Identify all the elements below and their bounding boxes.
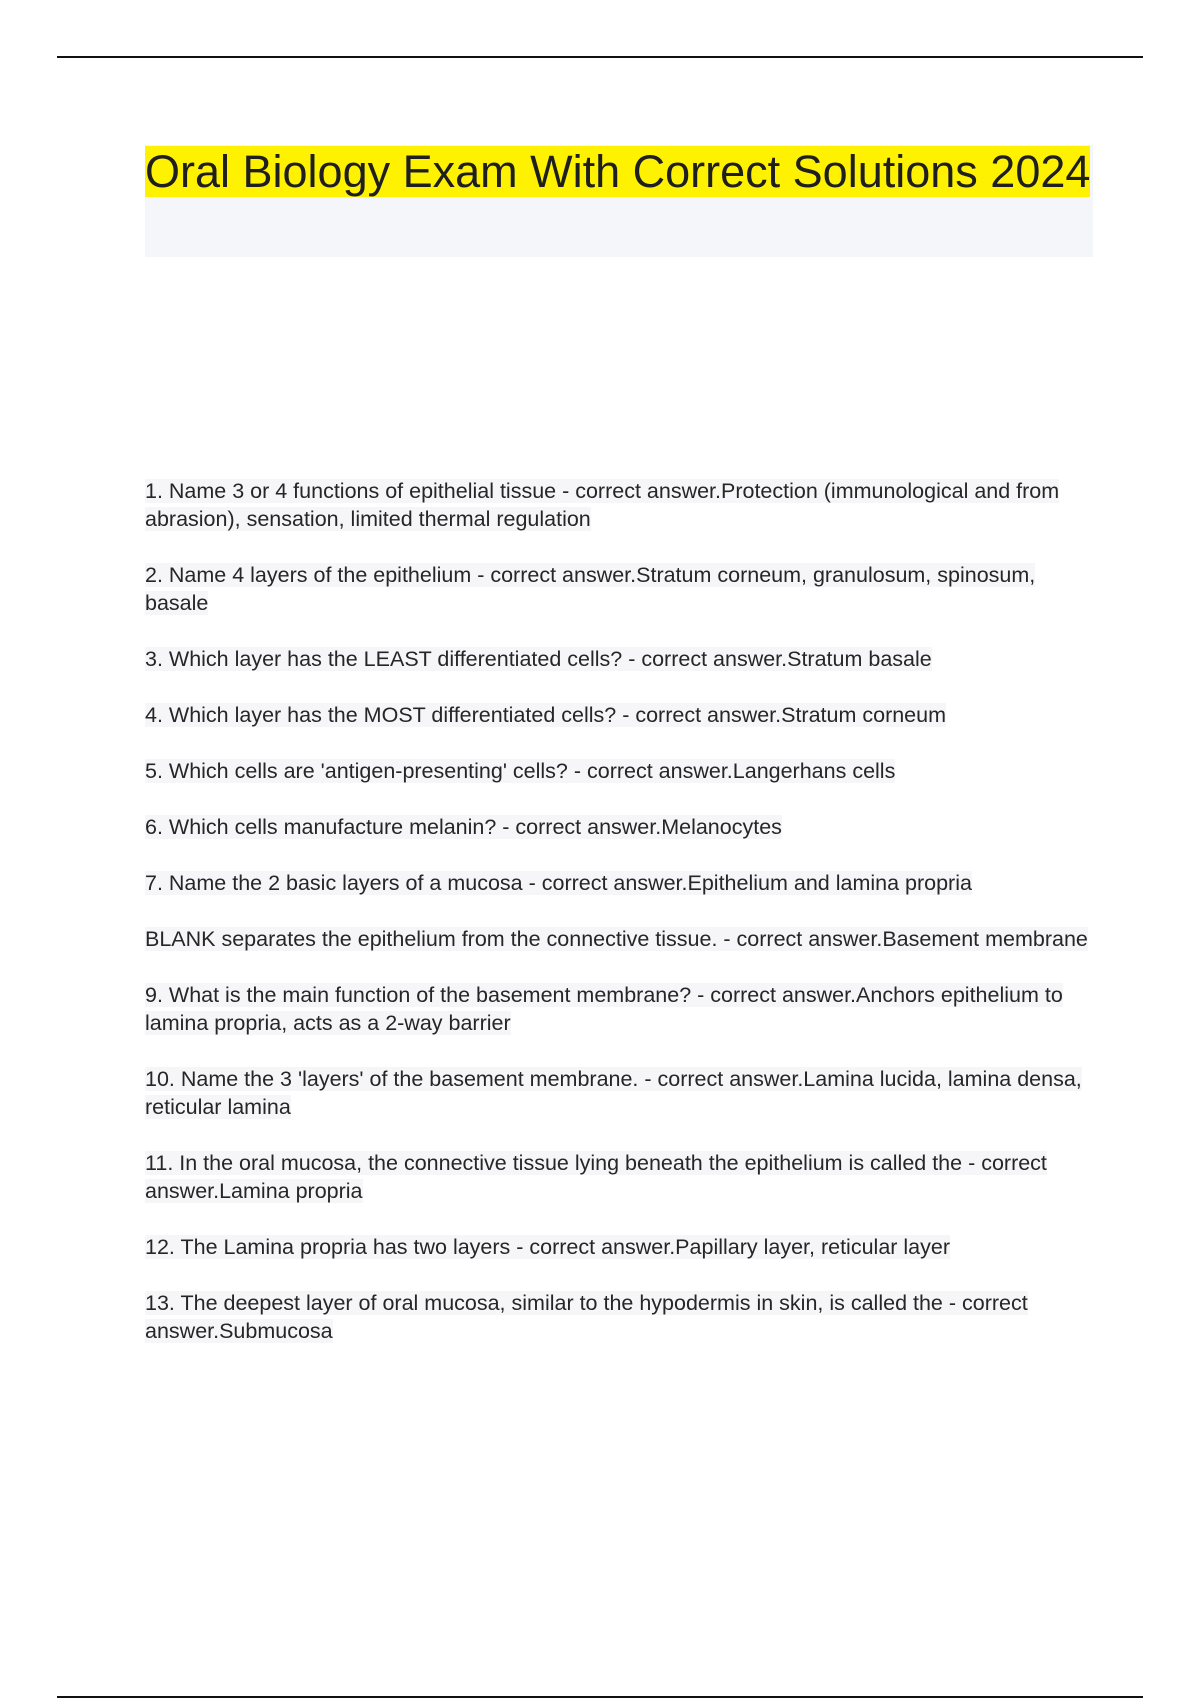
title-highlight: Oral Biology Exam With Correct Solutions 2024	[145, 146, 1091, 197]
question-item	[145, 869, 1100, 897]
question-item	[145, 645, 1100, 673]
question-text: 7. Name the 2 basic layers of a mucosa - correct answer.Epithelium and lamina propria	[145, 871, 972, 895]
question-text: 2. Name 4 layers of the epithelium - correct answer.Stratum corneum, granulosum, spinosum, basale	[145, 563, 1036, 615]
question-text: 3. Which layer has the LEAST differentiated cells? - correct answer.Stratum basale	[145, 647, 932, 671]
question-text: 13. The deepest layer of oral mucosa, similar to the hypodermis in skin, is called the - correct answer.Submucosa	[145, 1291, 1028, 1343]
question-item	[145, 701, 1100, 729]
title-block	[145, 145, 1093, 257]
document-title	[145, 145, 1093, 199]
question-item	[145, 561, 1100, 617]
question-text: 10. Name the 3 'layers' of the basement membrane. - correct answer.Lamina lucida, lamina densa, reticular lamina	[145, 1067, 1082, 1119]
question-text: 11. In the oral mucosa, the connective tissue lying beneath the epithelium is called the - correct answer.Lamina propria	[145, 1151, 1047, 1203]
bottom-rule	[57, 1696, 1143, 1698]
question-item	[145, 813, 1100, 841]
question-text: 4. Which layer has the MOST differentiated cells? - correct answer.Stratum corneum	[145, 703, 947, 727]
question-item	[145, 981, 1100, 1037]
question-item	[145, 477, 1100, 533]
question-text: 6. Which cells manufacture melanin? - correct answer.Melanocytes	[145, 815, 782, 839]
question-text: 12. The Lamina propria has two layers - correct answer.Papillary layer, reticular layer	[145, 1235, 951, 1259]
top-rule	[57, 56, 1143, 58]
question-item	[145, 1289, 1100, 1345]
question-item	[145, 925, 1100, 953]
question-item	[145, 757, 1100, 785]
question-list	[145, 477, 1100, 1345]
question-text: BLANK separates the epithelium from the connective tissue. - correct answer.Basement membrane	[145, 927, 1088, 951]
question-text: 5. Which cells are 'antigen-presenting' cells? - correct answer.Langerhans cells	[145, 759, 896, 783]
question-item	[145, 1149, 1100, 1205]
question-item	[145, 1065, 1100, 1121]
question-text: 9. What is the main function of the basement membrane? - correct answer.Anchors epithelium to lamina propria, acts as a 2-way barrier	[145, 983, 1063, 1035]
question-text: 1. Name 3 or 4 functions of epithelial tissue - correct answer.Protection (immunological and from abrasion), sensation, limited thermal regulation	[145, 479, 1060, 531]
question-item	[145, 1233, 1100, 1261]
